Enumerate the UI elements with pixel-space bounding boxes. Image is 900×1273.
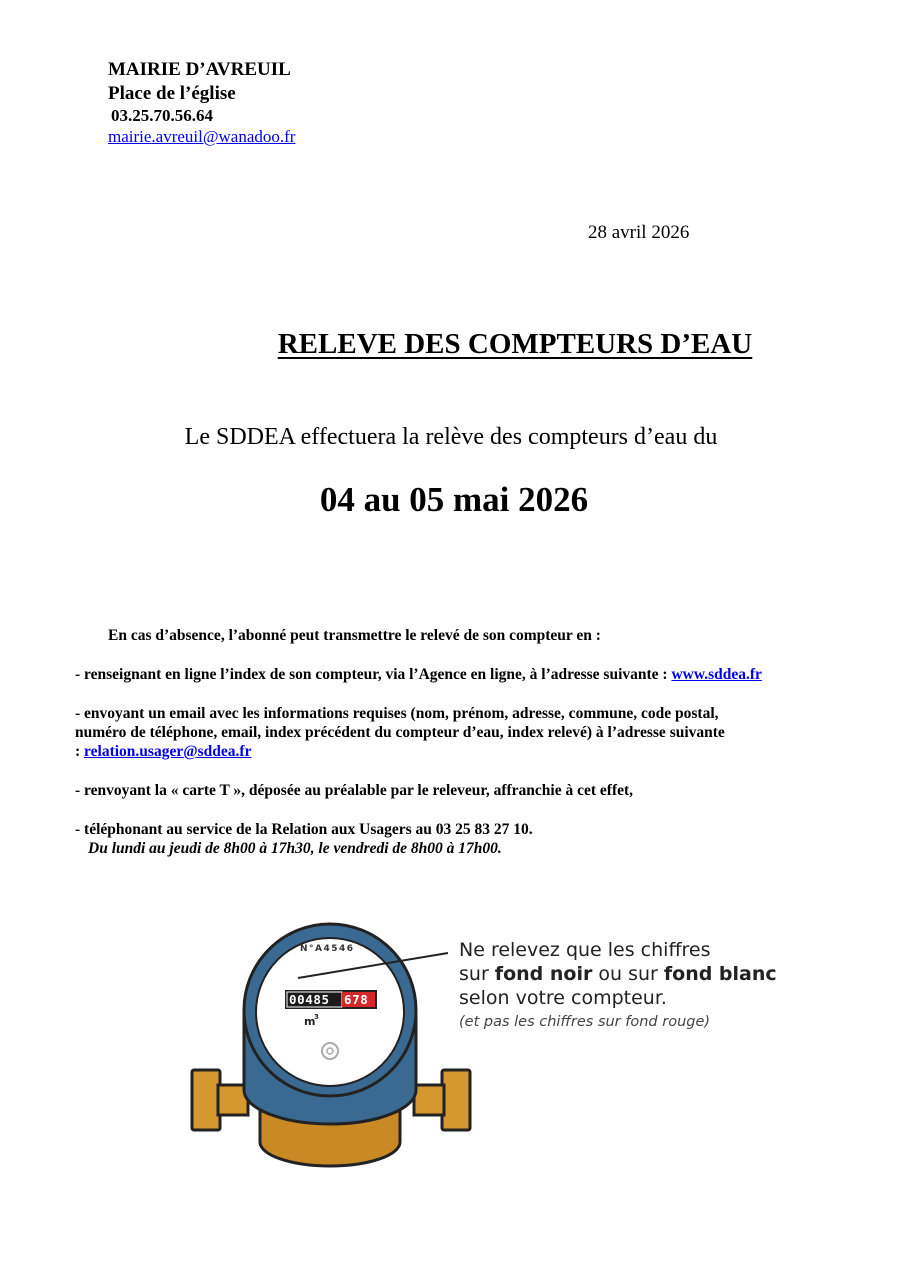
caption-line2-a: sur (459, 963, 495, 985)
unit-label: m (304, 1015, 316, 1028)
sddea-website-link[interactable]: www.sddea.fr (671, 666, 762, 683)
intro-text-content: Le SDDEA effectuera la relève des compteurs d’eau du (184, 424, 718, 450)
option-email-line1: - envoyant un email avec les informations requises (nom, prénom, adresse, commune, code postal, (75, 705, 719, 722)
option-online-text: - renseignant en ligne l’index de son compteur, via l’Agence en ligne, à l’adresse suivante : (75, 666, 672, 683)
options-section (75, 626, 835, 858)
page-title (0, 328, 900, 361)
right-flange (442, 1070, 470, 1130)
unit-exponent: 3 (314, 1013, 319, 1021)
option-card: - renvoyant la « carte T », déposée au préalable par le releveur, affranchie à cet effet, (75, 782, 634, 799)
meter-dial (256, 938, 404, 1086)
mairie-name: MAIRIE D’AVREUIL (108, 59, 291, 80)
mairie-email-link[interactable]: mairie.avreuil@wanadoo.fr (108, 127, 296, 146)
option-phone: - téléphonant au service de la Relation aux Usagers au 03 25 83 27 10. (75, 821, 533, 838)
page-title-text: RELEVE DES COMPTEURS D’EAU (277, 328, 753, 360)
caption-line3: selon votre compteur. (459, 987, 667, 1009)
caption-fond-blanc: fond blanc (663, 963, 777, 985)
left-flange (192, 1070, 220, 1130)
caption-line1: Ne relevez que les chiffres (459, 939, 711, 961)
reading-caption (459, 938, 777, 1034)
caption-fond-noir: fond noir (494, 963, 593, 985)
document-date: 28 avril 2026 (588, 222, 690, 243)
reading-dates: 04 au 05 mai 2026 (319, 480, 589, 519)
caption-note: (et pas les chiffres sur fond rouge) (459, 1014, 711, 1030)
water-meter-illustration (190, 920, 480, 1170)
option-email-prefix: : (75, 743, 85, 760)
right-pipe (414, 1085, 444, 1115)
mairie-header (108, 58, 295, 148)
service-hours: Du lundi au jeudi de 8h00 à 17h30, le vendredi de 8h00 à 17h00. (88, 840, 502, 857)
mairie-address: Place de l’église (108, 83, 236, 104)
options-lead: En cas d’absence, l’abonné peut transmettre le relevé de son compteur en : (108, 627, 601, 644)
option-online (75, 665, 835, 684)
meter-serial: N°A4546 (300, 944, 355, 954)
option-email (75, 704, 835, 761)
intro-text (0, 424, 900, 451)
mairie-phone: 03.25.70.56.64 (111, 106, 213, 125)
counter-red-digits: 678 (344, 992, 369, 1007)
relation-usager-email-link[interactable]: relation.usager@sddea.fr (84, 743, 252, 760)
option-email-line2: numéro de téléphone, email, index précédent du compteur d’eau, index relevé) à l’adresse suivante (75, 724, 725, 741)
caption-line2 (459, 962, 777, 986)
counter-black-digits: 00485 (289, 992, 330, 1007)
caption-line2-c: ou sur (592, 963, 664, 985)
